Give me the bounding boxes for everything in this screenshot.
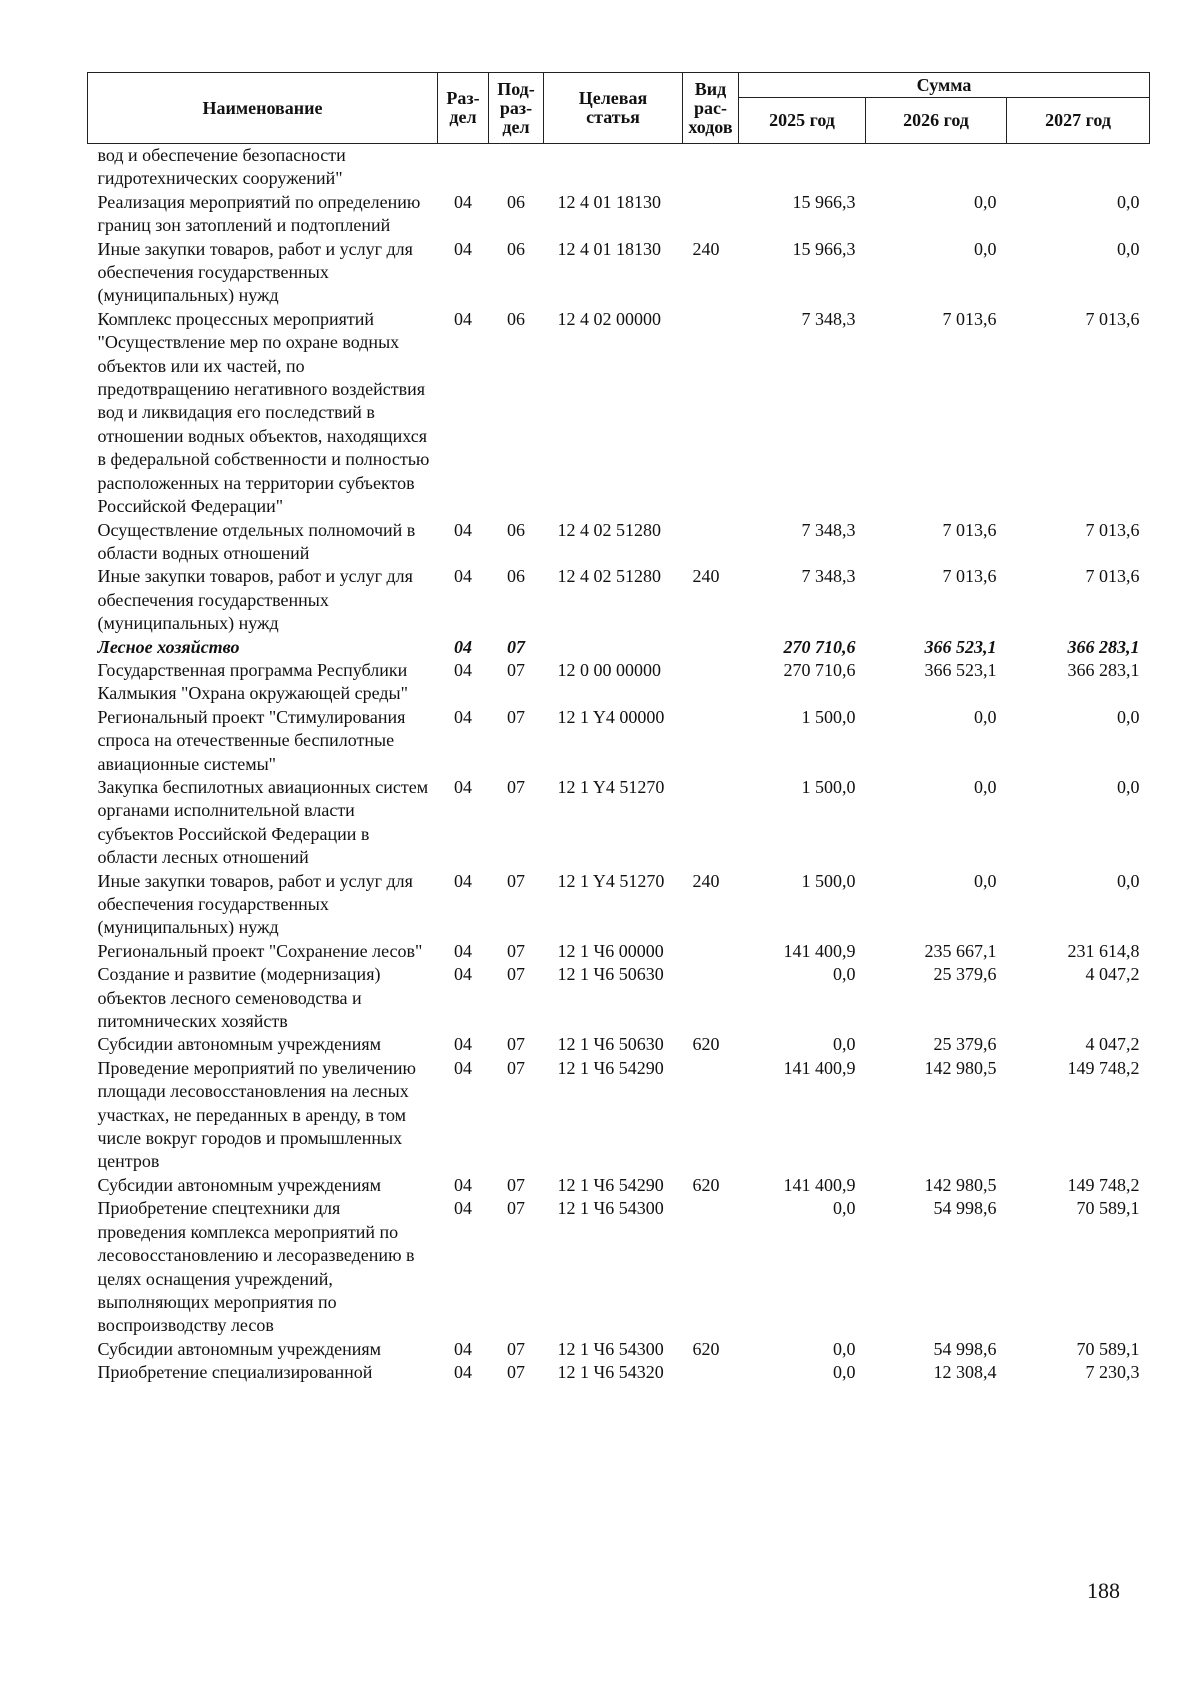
table-row — [88, 1338, 1150, 1361]
table-row — [88, 308, 1150, 519]
cell-celevaya-statya — [544, 636, 683, 659]
cell-podrazdel: 07 — [507, 964, 525, 985]
cell-sum-2027: 0,0 — [1117, 870, 1140, 891]
cell-name: вод и обеспечение безопасности гидротехнических сооружений" — [97, 145, 346, 189]
page-number: 188 — [1087, 1578, 1120, 1603]
cell-sum-2025: 7 348,3 — [801, 308, 856, 329]
cell-sum-2025: 270 710,6 — [783, 659, 856, 680]
cell-celevaya-statya: 12 4 02 51280 — [557, 566, 661, 587]
budget-table — [87, 72, 1150, 1385]
cell-sum-2026: 54 998,6 — [933, 1338, 997, 1359]
cell-vid-rashodov — [683, 1361, 739, 1384]
cell-celevaya-statya: 12 1 Ч6 54290 — [557, 1057, 664, 1078]
cell-celevaya-statya: 12 1 Y4 51270 — [557, 870, 665, 891]
cell-razdel — [438, 144, 489, 191]
cell-celevaya-statya: 12 1 Ч6 50630 — [557, 1034, 664, 1055]
cell-vid-rashodov — [683, 519, 739, 566]
cell-sum-2026 — [866, 144, 1007, 191]
cell-razdel: 04 — [454, 1174, 472, 1195]
cell-sum-2026: 25 379,6 — [933, 1034, 997, 1055]
cell-sum-2025: 141 400,9 — [783, 1057, 856, 1078]
table-row — [88, 659, 1150, 706]
cell-podrazdel: 07 — [507, 636, 525, 657]
cell-razdel: 04 — [454, 940, 472, 961]
table-row — [88, 144, 1150, 191]
cell-celevaya-statya: 12 1 Ч6 54300 — [557, 1338, 664, 1359]
cell-celevaya-statya: 12 1 Ч6 54300 — [557, 1198, 664, 1219]
col-header-celevaya — [544, 73, 683, 144]
table-row — [88, 940, 1150, 963]
cell-sum-2025: 7 348,3 — [801, 519, 856, 540]
cell-podrazdel: 07 — [507, 870, 525, 891]
cell-sum-2027: 4 047,2 — [1085, 1034, 1140, 1055]
cell-vid-rashodov: 620 — [692, 1174, 720, 1195]
cell-podrazdel: 07 — [507, 706, 525, 727]
col-header-razdel-text: Раз- дел — [446, 88, 480, 127]
cell-sum-2027: 7 013,6 — [1085, 566, 1140, 587]
cell-name: Реализация мероприятий по определению границ зон затоплений и подтоплений — [97, 191, 421, 236]
cell-sum-2027: 366 283,1 — [1067, 636, 1140, 657]
col-header-podrazdel — [489, 73, 544, 144]
cell-razdel: 04 — [454, 566, 472, 587]
cell-razdel: 04 — [454, 1338, 472, 1359]
cell-celevaya-statya: 12 1 Ч6 54290 — [557, 1174, 664, 1195]
cell-vid-rashodov: 240 — [692, 870, 720, 891]
col-header-podrazdel-text: Под- раз- дел — [497, 78, 535, 137]
cell-razdel: 04 — [454, 1362, 472, 1383]
cell-celevaya-statya: 12 4 01 18130 — [557, 191, 661, 212]
col-header-vid-text: Вид рас- ходов — [688, 78, 733, 137]
cell-celevaya-statya: 12 1 Ч6 00000 — [557, 940, 664, 961]
cell-sum-2025: 1 500,0 — [801, 870, 856, 891]
cell-name: Проведение мероприятий по увеличению площади лесовосстановления на лесных участках, не переданных в аренду, в том числе вокруг городов и промышленных центров — [97, 1057, 416, 1172]
cell-podrazdel: 07 — [507, 1362, 525, 1383]
cell-sum-2025: 0,0 — [833, 1034, 856, 1055]
cell-celevaya-statya: 12 1 Ч6 54320 — [557, 1362, 664, 1383]
cell-sum-2025: 270 710,6 — [783, 636, 856, 657]
cell-razdel: 04 — [454, 308, 472, 329]
cell-podrazdel: 07 — [507, 1034, 525, 1055]
cell-name: Региональный проект "Стимулирования спроса на отечественные беспилотные авиационные системы" — [97, 706, 406, 774]
cell-name: Осуществление отдельных полномочий в области водных отношений — [97, 519, 416, 563]
col-header-razdel — [438, 73, 489, 144]
cell-sum-2025 — [739, 144, 866, 191]
cell-vid-rashodov — [683, 144, 739, 191]
cell-name: Приобретение спецтехники для проведения комплекса мероприятий по лесовосстановлению и лесоразведению в целях оснащения учреждений, выполняющих мероприятия по воспроизводству лесов — [97, 1198, 415, 1336]
cell-name: Государственная программа Республики Калмыкия "Охрана окружающей среды" — [97, 659, 408, 704]
col-header-summa: Сумма — [739, 73, 1150, 98]
cell-sum-2027: 0,0 — [1117, 776, 1140, 797]
cell-name: Закупка беспилотных авиационных систем органами исполнительной власти субъектов Российской Федерации в области лесных отношений — [97, 776, 429, 868]
cell-sum-2026: 12 308,4 — [933, 1362, 997, 1383]
cell-sum-2027 — [1007, 144, 1150, 191]
cell-vid-rashodov — [683, 308, 739, 519]
cell-name: Комплекс процессных мероприятий "Осуществление мер по охране водных объектов или их частей, по предотвращению негативного воздействия вод и ликвидация его последствий в отношении водных объектов, находящихся в федеральной собственности и полностью расположенных на территории субъектов Российской Федерации" — [97, 308, 430, 517]
table-row — [88, 963, 1150, 1033]
cell-name: Региональный проект "Сохранение лесов" — [97, 940, 423, 961]
table-row — [88, 636, 1150, 659]
cell-razdel: 04 — [454, 706, 472, 727]
cell-sum-2026: 142 980,5 — [924, 1174, 997, 1195]
cell-celevaya-statya: 12 4 02 00000 — [557, 308, 661, 329]
cell-sum-2025: 0,0 — [833, 1338, 856, 1359]
col-header-name: Наименование — [88, 73, 438, 144]
cell-razdel: 04 — [454, 191, 472, 212]
cell-razdel: 04 — [454, 1057, 472, 1078]
cell-celevaya-statya: 12 0 00 00000 — [557, 659, 661, 680]
cell-razdel: 04 — [454, 636, 472, 657]
cell-sum-2025: 0,0 — [833, 1362, 856, 1383]
cell-sum-2026: 25 379,6 — [933, 964, 997, 985]
cell-vid-rashodov — [683, 776, 739, 870]
cell-celevaya-statya: 12 1 Y4 00000 — [557, 706, 665, 727]
cell-podrazdel: 07 — [507, 1338, 525, 1359]
cell-razdel: 04 — [454, 1198, 472, 1219]
cell-podrazdel: 06 — [507, 191, 525, 212]
cell-sum-2026: 0,0 — [974, 238, 997, 259]
col-header-2025: 2025 год — [739, 98, 866, 144]
table-row — [88, 1197, 1150, 1337]
cell-razdel: 04 — [454, 659, 472, 680]
cell-sum-2026: 0,0 — [974, 870, 997, 891]
cell-celevaya-statya: 12 1 Y4 51270 — [557, 776, 665, 797]
cell-razdel: 04 — [454, 776, 472, 797]
table-row — [88, 870, 1150, 940]
cell-sum-2026: 7 013,6 — [942, 308, 997, 329]
cell-vid-rashodov — [683, 636, 739, 659]
cell-sum-2026: 366 523,1 — [924, 659, 997, 680]
cell-sum-2027: 7 013,6 — [1085, 519, 1140, 540]
cell-sum-2025: 0,0 — [833, 1198, 856, 1219]
table-row — [88, 776, 1150, 870]
cell-vid-rashodov — [683, 1057, 739, 1174]
table-row — [88, 191, 1150, 238]
cell-vid-rashodov — [683, 706, 739, 776]
cell-vid-rashodov — [683, 940, 739, 963]
cell-name: Субсидии автономным учреждениям — [97, 1338, 382, 1359]
cell-sum-2027: 4 047,2 — [1085, 964, 1140, 985]
cell-vid-rashodov: 620 — [692, 1034, 720, 1055]
cell-sum-2025: 1 500,0 — [801, 706, 856, 727]
cell-sum-2027: 0,0 — [1117, 706, 1140, 727]
cell-name: Приобретение специализированной — [97, 1362, 373, 1383]
cell-podrazdel: 07 — [507, 1174, 525, 1195]
cell-podrazdel: 06 — [507, 308, 525, 329]
cell-sum-2027: 7 230,3 — [1085, 1362, 1140, 1383]
cell-sum-2026: 366 523,1 — [924, 636, 997, 657]
cell-sum-2027: 0,0 — [1117, 191, 1140, 212]
table-row — [88, 565, 1150, 635]
cell-sum-2025: 141 400,9 — [783, 1174, 856, 1195]
cell-name: Иные закупки товаров, работ и услуг для обеспечения государственных (муниципальных) нужд — [97, 870, 413, 938]
cell-podrazdel: 07 — [507, 776, 525, 797]
cell-podrazdel: 07 — [507, 1057, 525, 1078]
table-row — [88, 1057, 1150, 1174]
cell-razdel: 04 — [454, 1034, 472, 1055]
cell-sum-2026: 142 980,5 — [924, 1057, 997, 1078]
cell-sum-2026: 235 667,1 — [924, 940, 997, 961]
cell-sum-2025: 7 348,3 — [801, 566, 856, 587]
cell-podrazdel: 06 — [507, 519, 525, 540]
cell-sum-2026: 7 013,6 — [942, 566, 997, 587]
cell-name: Иные закупки товаров, работ и услуг для обеспечения государственных (муниципальных) нужд — [97, 566, 413, 634]
table-row — [88, 1174, 1150, 1197]
cell-podrazdel: 07 — [507, 1198, 525, 1219]
table-row — [88, 519, 1150, 566]
col-header-celevaya-text: Целевая статья — [578, 88, 648, 127]
cell-sum-2027: 7 013,6 — [1085, 308, 1140, 329]
cell-vid-rashodov — [683, 659, 739, 706]
cell-podrazdel: 06 — [507, 566, 525, 587]
cell-podrazdel: 07 — [507, 659, 525, 680]
cell-vid-rashodov — [683, 1197, 739, 1337]
cell-razdel: 04 — [454, 870, 472, 891]
cell-sum-2025: 0,0 — [833, 964, 856, 985]
cell-celevaya-statya: 12 4 01 18130 — [557, 238, 661, 259]
cell-name: Лесное хозяйство — [97, 636, 240, 657]
cell-vid-rashodov — [683, 963, 739, 1033]
table-row — [88, 1361, 1150, 1384]
cell-sum-2025: 15 966,3 — [792, 238, 856, 259]
cell-name: Иные закупки товаров, работ и услуг для обеспечения государственных (муниципальных) нужд — [97, 238, 413, 306]
cell-sum-2026: 0,0 — [974, 706, 997, 727]
cell-sum-2027: 231 614,8 — [1067, 940, 1140, 961]
cell-vid-rashodov — [683, 191, 739, 238]
cell-sum-2026: 0,0 — [974, 776, 997, 797]
table-row — [88, 238, 1150, 308]
cell-name: Создание и развитие (модернизация) объектов лесного семеноводства и питомнических хозяйств — [97, 964, 381, 1032]
cell-sum-2025: 1 500,0 — [801, 776, 856, 797]
cell-podrazdel: 07 — [507, 940, 525, 961]
cell-vid-rashodov: 240 — [692, 238, 720, 259]
cell-sum-2027: 0,0 — [1117, 238, 1140, 259]
cell-sum-2026: 7 013,6 — [942, 519, 997, 540]
cell-vid-rashodov: 240 — [692, 566, 720, 587]
cell-podrazdel — [489, 144, 544, 191]
cell-podrazdel: 06 — [507, 238, 525, 259]
cell-sum-2025: 141 400,9 — [783, 940, 856, 961]
cell-celevaya-statya: 12 1 Ч6 50630 — [557, 964, 664, 985]
cell-sum-2027: 70 589,1 — [1076, 1338, 1140, 1359]
cell-sum-2027: 366 283,1 — [1067, 659, 1140, 680]
cell-razdel: 04 — [454, 964, 472, 985]
col-header-2026: 2026 год — [866, 98, 1007, 144]
cell-name: Субсидии автономным учреждениям — [97, 1034, 382, 1055]
cell-sum-2027: 70 589,1 — [1076, 1198, 1140, 1219]
cell-sum-2026: 54 998,6 — [933, 1198, 997, 1219]
col-header-2027: 2027 год — [1007, 98, 1150, 144]
table-row — [88, 1033, 1150, 1056]
cell-vid-rashodov: 620 — [692, 1338, 720, 1359]
cell-name: Субсидии автономным учреждениям — [97, 1174, 382, 1195]
col-header-vid — [683, 73, 739, 144]
cell-sum-2027: 149 748,2 — [1067, 1174, 1140, 1195]
table-header — [88, 73, 1150, 144]
cell-razdel: 04 — [454, 238, 472, 259]
table-body — [88, 144, 1150, 1385]
cell-celevaya-statya: 12 4 02 51280 — [557, 519, 661, 540]
cell-sum-2025: 15 966,3 — [792, 191, 856, 212]
cell-celevaya-statya — [544, 144, 683, 191]
table-row — [88, 706, 1150, 776]
cell-sum-2027: 149 748,2 — [1067, 1057, 1140, 1078]
cell-sum-2026: 0,0 — [974, 191, 997, 212]
cell-razdel: 04 — [454, 519, 472, 540]
